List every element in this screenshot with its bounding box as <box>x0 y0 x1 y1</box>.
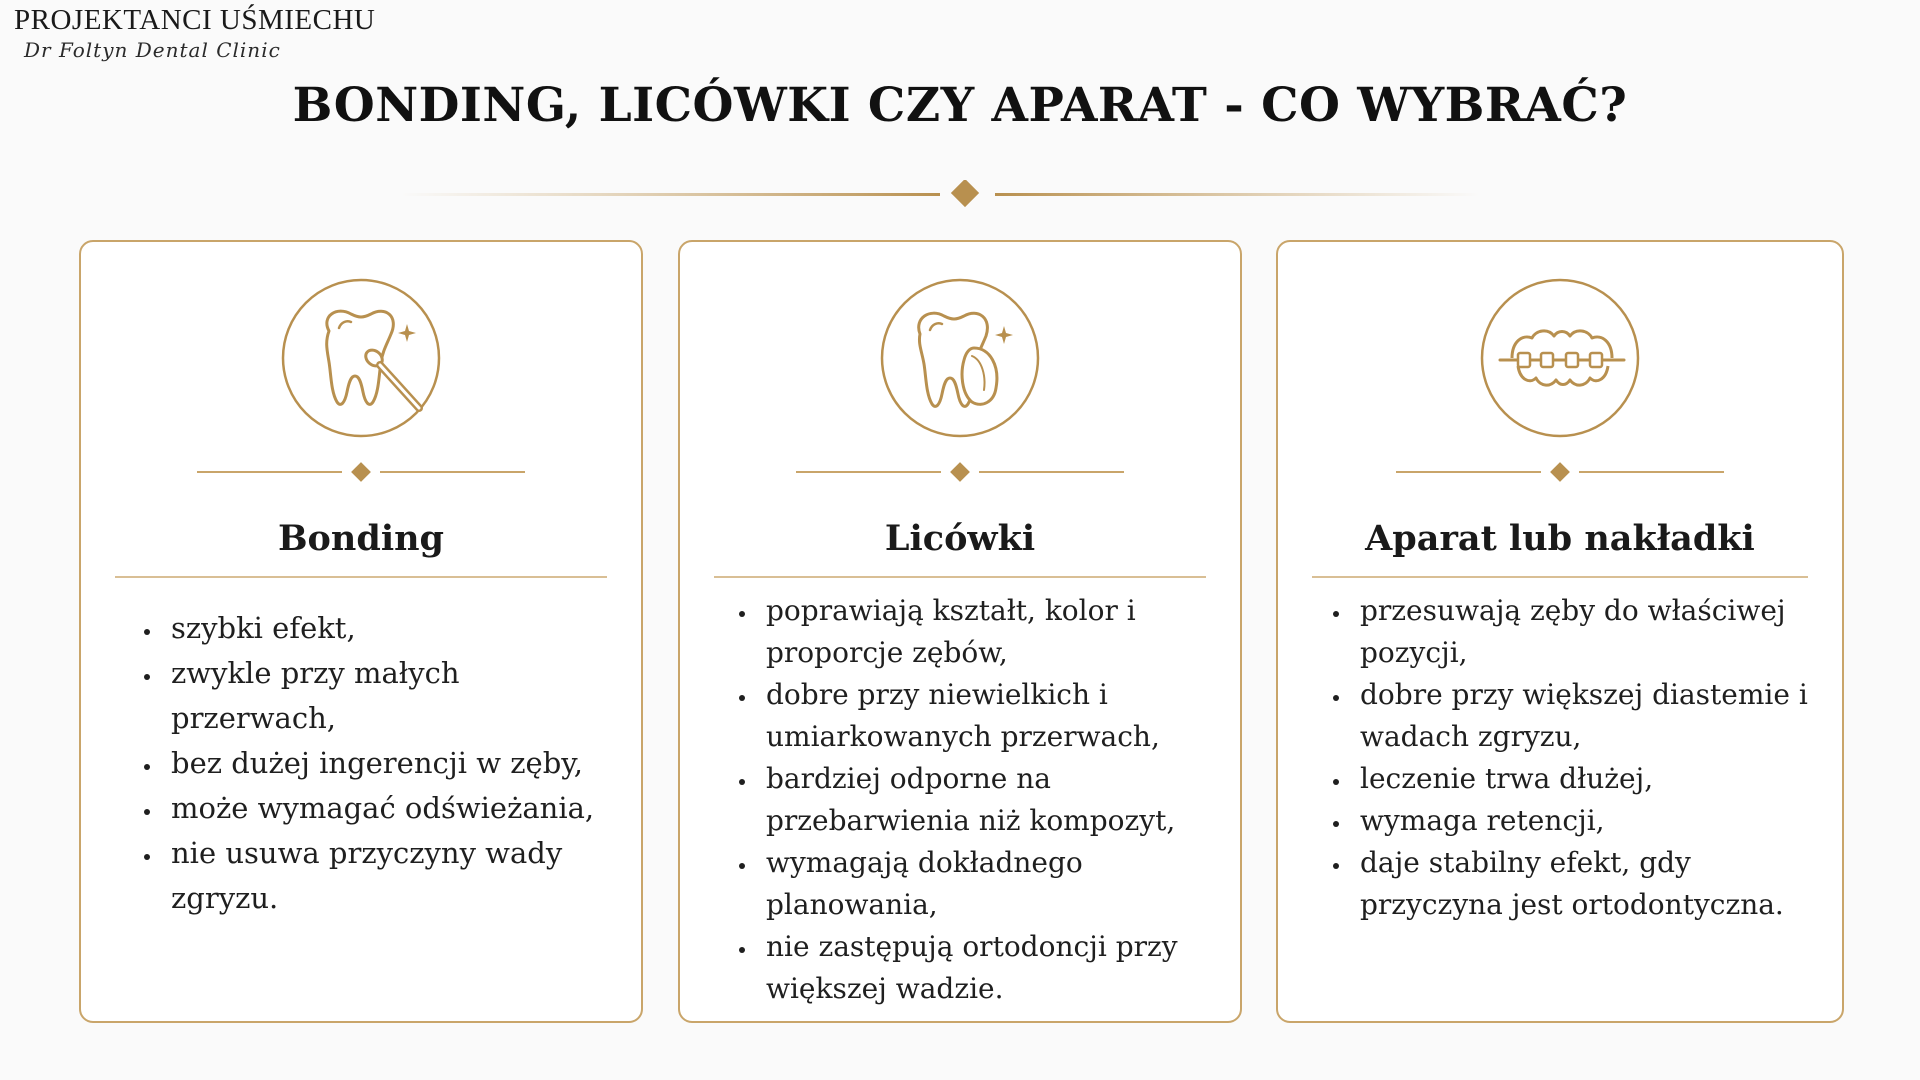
licowki-list <box>728 590 1226 1010</box>
brand-name: PROJEKTANCI UŚMIECHU <box>14 4 376 36</box>
list-item: • daje stabilny efekt, gdy przyczyna jest ortodontyczna. <box>1352 842 1832 926</box>
brand-tagline: Dr Foltyn Dental Clinic <box>24 38 281 62</box>
page-title: BONDING, LICÓWKI CZY APARAT - CO WYBRAĆ? <box>292 78 1628 133</box>
aparat-list <box>1322 590 1832 926</box>
card-aparat <box>1276 240 1844 1023</box>
list-item: • bardziej odporne na przebarwienia niż kompozyt, <box>758 758 1226 842</box>
brand-logo <box>14 4 374 64</box>
card-bonding <box>79 240 643 1023</box>
card-rule <box>115 576 607 578</box>
tooth-with-bonding-tool-icon <box>279 276 443 440</box>
list-item: • dobre przy większej diastemie i wadach zgryzu, <box>1352 674 1832 758</box>
list-item: • wymaga retencji, <box>1352 800 1832 842</box>
bonding-list <box>133 606 623 921</box>
title-divider <box>400 180 1480 210</box>
card-rule <box>1312 576 1808 578</box>
card-licowki <box>678 240 1242 1023</box>
card-rule <box>714 576 1206 578</box>
list-item: • bez dużej ingerencji w zęby, <box>163 741 623 786</box>
list-item: • szybki efekt, <box>163 606 623 651</box>
card-title-bonding: Bonding <box>277 518 445 559</box>
card-title-licowki: Licówki <box>884 518 1036 559</box>
list-item: • poprawiają kształt, kolor i proporcje zębów, <box>758 590 1226 674</box>
list-item: • leczenie trwa dłużej, <box>1352 758 1832 800</box>
card-title-aparat: Aparat lub nakładki <box>1365 518 1755 559</box>
braces-teeth-icon <box>1478 276 1642 440</box>
list-item: • nie usuwa przyczyny wady zgryzu. <box>163 831 623 921</box>
tooth-with-veneer-icon <box>878 276 1042 440</box>
list-item: • dobre przy niewielkich i umiarkowanych przerwach, <box>758 674 1226 758</box>
list-item: • zwykle przy małych przerwach, <box>163 651 623 741</box>
card-divider <box>796 462 1124 482</box>
card-divider <box>197 462 525 482</box>
card-divider <box>1396 462 1724 482</box>
list-item: • może wymagać odświeżania, <box>163 786 623 831</box>
list-item: • wymagają dokładnego planowania, <box>758 842 1226 926</box>
list-item: • nie zastępują ortodoncji przy większej wadzie. <box>758 926 1226 1010</box>
list-item: • przesuwają zęby do właściwej pozycji, <box>1352 590 1832 674</box>
